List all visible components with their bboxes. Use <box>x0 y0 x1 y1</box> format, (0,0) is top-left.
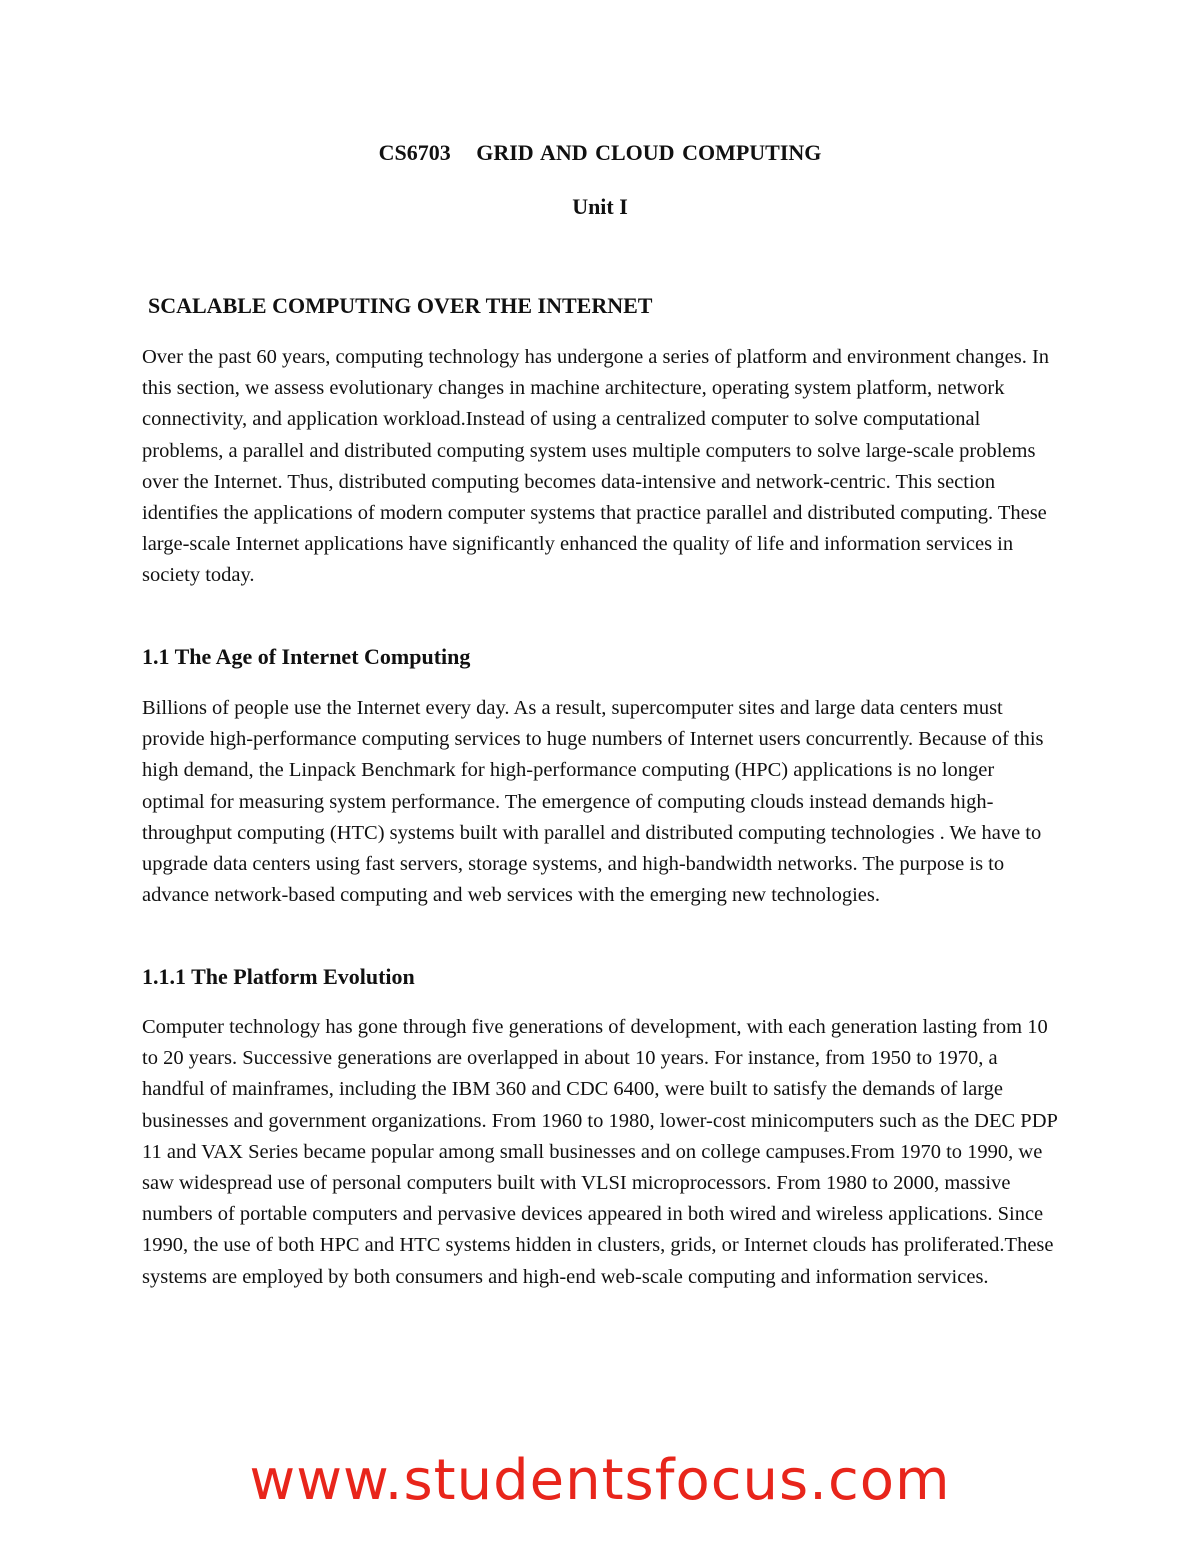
course-name: GRID AND CLOUD COMPUTING <box>476 140 822 165</box>
subsection-heading-platform-evolution: 1.1.1 The Platform Evolution <box>142 964 415 989</box>
course-title <box>0 140 1200 166</box>
unit-title: Unit I <box>572 194 628 219</box>
course-code: CS6703 <box>378 140 451 165</box>
watermark-url: www.studentsfocus.com <box>249 1448 951 1513</box>
platform-evolution-paragraph: Computer technology has gone through five generations of development, with each generation lasting from 10 to 20 years. Successive generations are overlapped in about 10 years. For instance, from 1950 to 1970, a handful of mainframes, including the IBM 360 and CDC 6400, were built to satisfy the demands of large businesses and government organizations. From 1960 to 1980, lower-cost minicomputers such as the DEC PDP 11 and VAX Series became popular among small businesses and on college campuses.From 1970 to 1990, we saw widespread use of personal computers built with VLSI microprocessors. From 1980 to 2000, massive numbers of portable computers and pervasive devices appeared in both wired and wireless applications. Since 1990, the use of both HPC and HTC systems hidden in clusters, grids, or Internet clouds has proliferated.These systems are employed by both consumers and high-end web-scale computing and information services. <box>142 1016 1058 1288</box>
subsection-heading-internet-computing: 1.1 The Age of Internet Computing <box>142 644 471 669</box>
internet-computing-paragraph: Billions of people use the Internet every day. As a result, supercomputer sites and large data centers must provide high-performance computing services to huge numbers of Internet users concurrently. Because of this high demand, the Linpack Benchmark for high-performance computing (HPC) applications is no longer optimal for measuring system performance. The emergence of computing clouds instead demands high-throughput computing (HTC) systems built with parallel and distributed computing technologies . We have to upgrade data centers using fast servers, storage systems, and high-bandwidth networks. The purpose is to advance network-based computing and web services with the emerging new technologies. <box>142 697 1044 907</box>
section-heading: SCALABLE COMPUTING OVER THE INTERNET <box>148 293 653 318</box>
intro-paragraph: Over the past 60 years, computing technology has undergone a series of platform and environment changes. In this section, we assess evolutionary changes in machine architecture, operating system platform, network connectivity, and application workload.Instead of using a centralized computer to solve computational problems, a parallel and distributed computing system uses multiple computers to solve large-scale problems over the Internet. Thus, distributed computing becomes data-intensive and network-centric. This section identifies the applications of modern computer systems that practice parallel and distributed computing. These large-scale Internet applications have significantly enhanced the quality of life and information services in society today. <box>142 346 1050 587</box>
